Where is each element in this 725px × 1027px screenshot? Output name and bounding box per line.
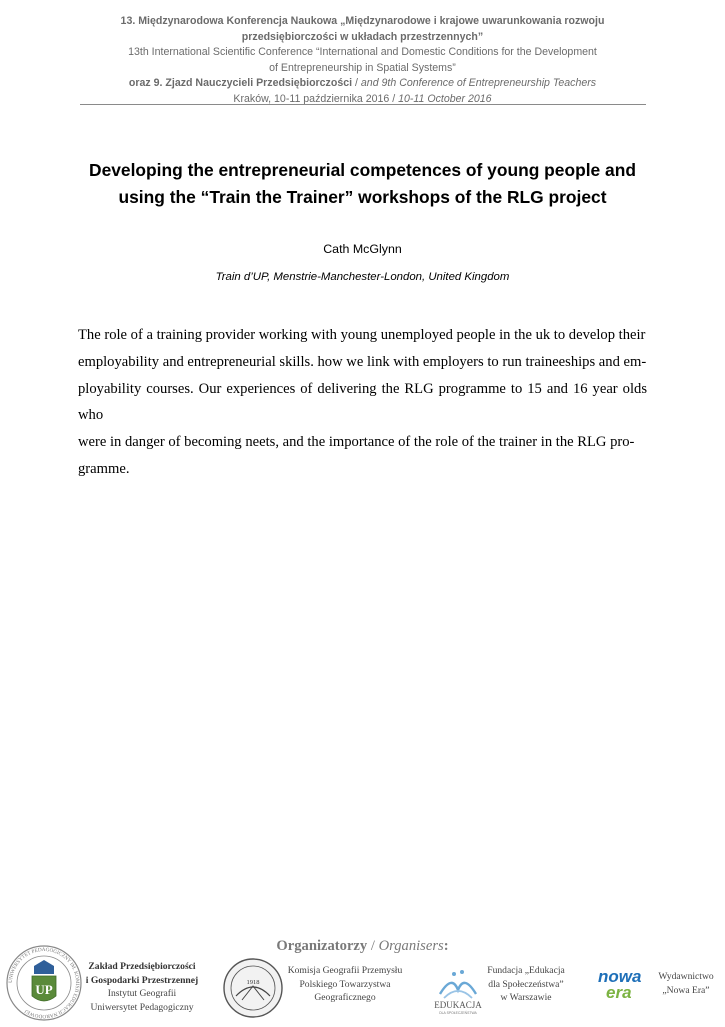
header-line-6 (80, 92, 645, 108)
abstract-line: employability and entrepreneurial skills. how we link with employers to run traineeships and em- (78, 353, 647, 370)
svg-text:UNIWERSYTET PEDAGOGICZNY IM. K: UNIWERSYTET PEDAGOGICZNY IM. KOMISJI EDUKACJI NARODOWEJ (7, 946, 81, 1020)
org1-line: Instytut Geografii (107, 988, 177, 1000)
nowa-era-wordmark-icon (594, 962, 650, 1006)
author-name: Cath McGlynn (323, 242, 402, 256)
author-affiliation: Train d’UP, Menstrie-Manchester-London, United Kingdom (215, 271, 510, 283)
abstract-text (78, 322, 647, 483)
org1-line: Zakład Przedsiębiorczości (88, 961, 196, 972)
header-line-5-italic: and 9th Conference of Entrepreneurship Teachers (360, 77, 597, 90)
title-line-1: Developing the entrepreneurial competences of young people and (89, 160, 636, 180)
abstract-line: The role of a training provider working with young unemployed people in the uk to develop their (78, 327, 646, 343)
org2-text (280, 964, 410, 1005)
org4-line: „Nowa Era” (662, 984, 710, 996)
header-line-4: of Entrepreneurship in Spatial Systems” (269, 61, 456, 74)
abstract-line: gramme. (78, 460, 130, 477)
abstract-line: were in danger of becoming neets, and the importance of the role of the trainer in the RLG pro- (78, 434, 635, 451)
org4-line: Wydawnictwo (658, 971, 714, 982)
header-line-6-sep: / (389, 92, 399, 105)
header-divider (80, 104, 646, 105)
svg-text:nowa: nowa (598, 967, 642, 986)
header-line-5 (80, 76, 645, 92)
svg-text:UP: UP (35, 982, 53, 997)
svg-text:DLA SPOŁECZEŃSTWA: DLA SPOŁECZEŃSTWA (439, 1011, 477, 1015)
ptg-seal-logo (222, 956, 284, 1020)
ptg-seal-icon (222, 956, 284, 1020)
svg-text:era: era (606, 983, 632, 1002)
abstract-line: ployability courses. Our experiences of delivering the RLG programme to 15 and 16 year olds who (78, 380, 647, 424)
header-line-6-italic: 10-11 October 2016 (398, 92, 492, 105)
org4-text (648, 970, 724, 997)
paper-title (60, 157, 665, 211)
org2-line: Geograficznego (314, 992, 376, 1004)
organisers-sep: / (367, 938, 379, 954)
org3-line: dla Społeczeństwa” (488, 978, 564, 990)
org3-text (478, 964, 574, 1005)
header-line-2: przedsiębiorczości w układach przestrzennych” (241, 30, 484, 43)
header-line-6-normal: Kraków, 10-11 października 2016 (233, 92, 390, 105)
org3-line: w Warszawie (500, 992, 552, 1004)
svg-text:EDUKACJA: EDUKACJA (434, 1000, 482, 1010)
up-seal-icon (4, 944, 84, 1022)
svg-text:1918: 1918 (246, 979, 260, 986)
org3-line: Fundacja „Edukacja (487, 965, 565, 976)
organisers-colon: : (443, 938, 449, 954)
header-line-3: 13th International Scientific Conference “International and Domestic Conditions for the Development (128, 46, 597, 59)
header-line-1: 13. Międzynarodowa Konferencja Naukowa „Międzynarodowe i krajowe uwarunkowania rozwoju (120, 15, 605, 27)
conference-header (80, 14, 645, 108)
organisers-heading (200, 938, 525, 955)
title-line-2: using the “Train the Trainer” workshops of the RLG project (118, 187, 607, 207)
organisers-pl: Organizatorzy (276, 938, 368, 954)
header-line-5-sep: / (352, 77, 361, 90)
up-university-logo (4, 944, 84, 1022)
nowa-era-logo (594, 962, 650, 1006)
org2-line: Polskiego Towarzystwa (299, 978, 391, 990)
org2-line: Komisja Geografii Przemysłu (287, 965, 403, 976)
org1-text (82, 960, 202, 1014)
header-line-5-bold: oraz 9. Zjazd Nauczycieli Przedsiębiorczości (128, 77, 353, 90)
org1-line: Uniwersytet Pedagogiczny (90, 1001, 194, 1013)
org1-line: i Gospodarki Przestrzennej (85, 974, 199, 986)
organisers-en: Organisers (378, 938, 444, 954)
